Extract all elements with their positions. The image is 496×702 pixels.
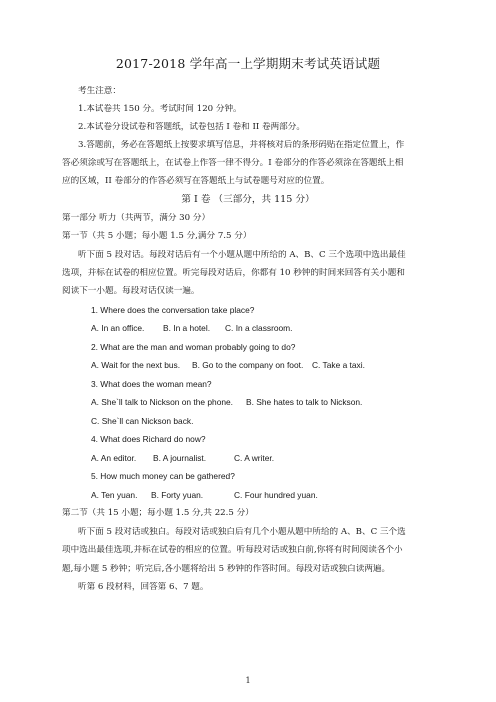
option: C. Take a taxi.: [312, 360, 365, 370]
question-3-option-c: C. She`ll can Nickson back.: [91, 416, 194, 426]
question-5-options: [91, 490, 473, 501]
document-title: 2017-2018 学年高一上学期期末考试英语试题: [115, 56, 381, 71]
section-instructions: 听下面 5 段对话。每段对话后有一个小题从题中所给的 A、B、C 三个选项中选出最佳: [78, 250, 406, 260]
notice-item-3-cont: 应的区域，II 卷部分的作答必须写在答题纸上与试卷题号对应的位置。: [62, 176, 330, 186]
question-3: 3. What does the woman mean?: [91, 379, 212, 389]
option: B. A journalist.: [153, 453, 207, 463]
question-2-options: [91, 360, 473, 371]
option: C. Four hundred yuan.: [234, 490, 318, 500]
notice-item-2: 2.本试卷分设试卷和答题纸，试卷包括 I 卷和 II 卷两部分。: [78, 122, 305, 132]
option: A. Wait for the next bus.: [91, 360, 181, 370]
question-4-options: [91, 453, 473, 464]
option: A. An editor.: [91, 453, 137, 463]
option: B. In a hotel.: [163, 323, 211, 333]
question-4: 4. What does Richard do now?: [91, 434, 206, 444]
notice-heading: 考生注意：: [78, 86, 121, 96]
question-3-options: [91, 397, 473, 408]
question-5: 5. How much money can be gathered?: [91, 471, 235, 481]
option: A. In an office.: [91, 323, 145, 333]
section-instructions-cont: 项中选出最佳选项,并标在试卷的相应的位置。听每段对话或独白前,你将有时间阅读各个小: [62, 545, 403, 555]
section-instructions-cont: 阅读下一小题。每段对话仅读一遍。: [62, 286, 200, 296]
notice-item-3: 3.答题前，务必在答题纸上按要求填写信息，并将核对后的条形码贴在指定位置上，作: [78, 140, 405, 150]
section-instructions-cont: 选项，并标在试卷的相应位置。听完每段对话后，你都有 10 秒钟的时间来回答有关小题和: [62, 268, 405, 278]
page-number: 1: [245, 676, 251, 685]
section-instructions-cont: 题,每小题 5 秒钟；听完后,各小题将给出 5 秒钟的作答时间。每段对话或独白读两遍。: [62, 564, 391, 574]
section-heading: 第一节（共 5 小题；每小题 1.5 分,满分 7.5 分）: [62, 231, 252, 241]
notice-item-1: 1.本试卷共 150 分。考试时间 120 分钟。: [78, 104, 242, 114]
volume-heading: 第 I 卷 （三部分，共 115 分）: [181, 194, 315, 205]
option: B. Forty yuan.: [151, 490, 204, 500]
option: C. A writer.: [234, 453, 275, 463]
question-1-options: [91, 323, 473, 334]
notice-item-3-cont: 答必须涂或写在答题纸上，在试卷上作答一律不得分。I 卷部分的作答必须涂在答题纸上相: [62, 158, 404, 168]
section-heading: 第二节（共 15 小题；每小题 1.5 分,共 22.5 分）: [62, 508, 254, 518]
option: A. Ten yuan.: [91, 490, 138, 500]
option: C. In a classroom.: [225, 323, 293, 333]
part-heading: 第一部分 听力（共两节，满分 30 分）: [62, 213, 211, 223]
section-instructions: 听下面 5 段对话或独白。每段对话或独白后有几个小题从题中所给的 A、B、C 三个选: [78, 527, 406, 537]
option: B. She hates to talk to Nickson.: [246, 397, 363, 407]
option: A. She`ll talk to Nickson on the phone.: [91, 397, 233, 407]
option: B. Go to the company on foot.: [192, 360, 304, 370]
listening-prompt: 听第 6 段材料，回答第 6、7 题。: [78, 582, 209, 592]
question-1: 1. Where does the conversation take place?: [91, 305, 255, 315]
question-2: 2. What are the man and woman probably going to do?: [91, 342, 296, 352]
